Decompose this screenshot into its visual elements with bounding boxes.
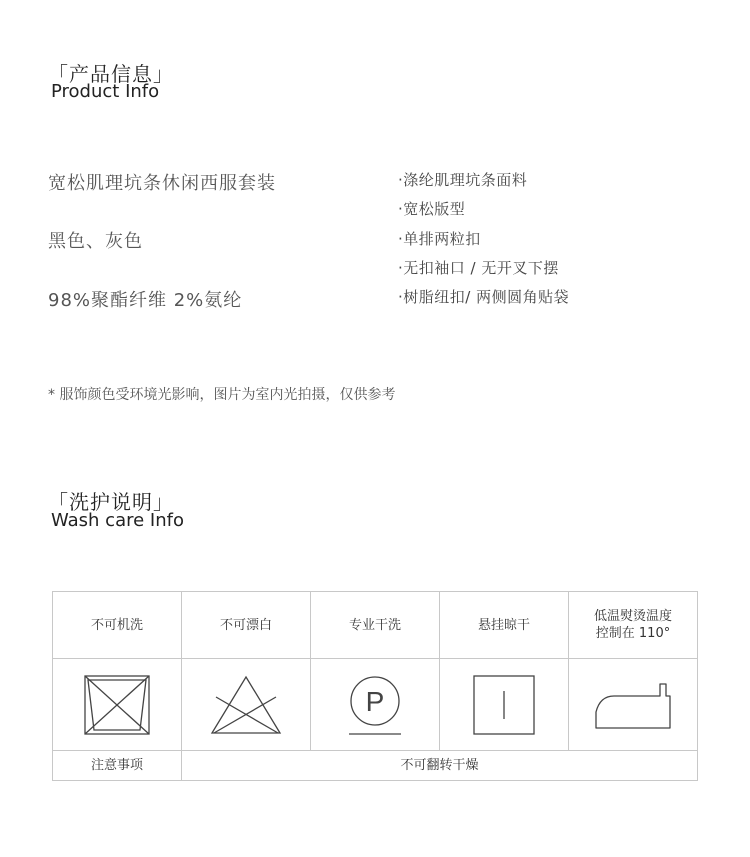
wash-care-title-cn: 「洗护说明」	[48, 490, 174, 514]
care-icon-cell	[439, 658, 569, 751]
professional-dry-clean-icon	[345, 673, 405, 737]
product-info-title-cn: 「产品信息」	[48, 62, 174, 86]
hang-dry-icon	[473, 675, 535, 735]
care-icon-cell	[310, 658, 440, 751]
feature-item: ·宽松版型	[398, 200, 466, 218]
care-header-label: 不可机洗	[90, 617, 143, 633]
care-icon-cell	[52, 658, 182, 751]
care-notes-value: 不可翻转干燥	[400, 758, 479, 773]
care-header-cell	[52, 591, 182, 659]
feature-item: ·单排两粒扣	[398, 230, 481, 248]
care-header-label: 悬挂晾干	[477, 617, 530, 633]
low-temp-iron-icon	[594, 680, 672, 730]
care-header-label: 低温熨烫温度 控制在 110°	[593, 609, 672, 641]
product-info-title-en: Product Info	[51, 81, 160, 102]
no-machine-wash-icon	[84, 675, 150, 735]
care-icon-cell	[568, 658, 698, 751]
care-notes-label: 注意事项	[90, 758, 143, 773]
care-header-cell	[439, 591, 569, 659]
wash-care-table	[52, 591, 698, 781]
svg-text:P: P	[365, 685, 385, 717]
feature-item: ·树脂纽扣/ 两侧圆角贴袋	[398, 288, 570, 306]
care-header-cell	[568, 591, 698, 659]
feature-item: ·涤纶肌理坑条面料	[398, 171, 528, 189]
care-icon-cell	[181, 658, 311, 751]
feature-item: ·无扣袖口 / 无开叉下摆	[398, 259, 559, 277]
wash-care-title-en: Wash care Info	[51, 510, 184, 531]
care-header-cell	[181, 591, 311, 659]
product-colors: 黑色、灰色	[48, 231, 143, 252]
care-notes-label-cell	[52, 750, 182, 781]
care-header-cell	[310, 591, 440, 659]
care-notes-value-cell	[181, 750, 698, 781]
care-header-label: 不可漂白	[219, 617, 272, 633]
color-disclaimer-note: * 服饰颜色受环境光影响，图片为室内光拍摄，仅供参考	[48, 387, 396, 403]
product-name: 宽松肌理坑条休闲西服套装	[48, 173, 276, 194]
product-material: 98%聚酯纤维 2%氨纶	[48, 290, 243, 311]
care-header-label: 专业干洗	[348, 617, 401, 633]
no-bleach-icon	[210, 675, 282, 735]
